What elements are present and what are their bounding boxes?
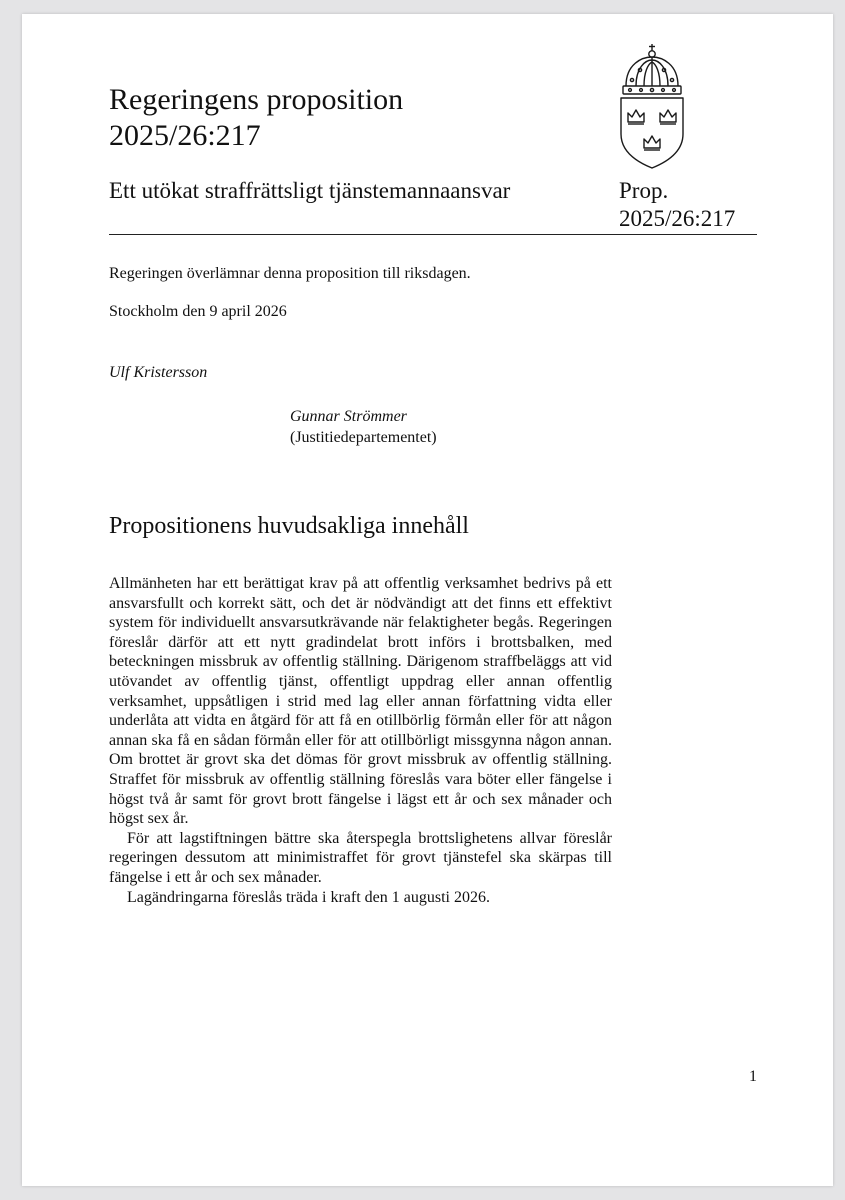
summary-paragraph-1: Allmänheten har ett berättigat krav på att offentlig verksamhet bedrivs på ett ansvarsfullt och korrekt sätt, och det är nödvändigt att det finns ett effektivt system för individuellt ansvarsutkrävande när felaktigheter begås. Regeringen föreslår därför att ett nytt gradindelat brott införs i brottsbalken, med beteckningen missbruk av offentlig ställning. Därigenom straffbeläggs att vid utövandet av offentlig tjänst, offentligt uppdrag eller annan offentlig verksamhet, uppsåtligen i strid med lag eller annan författning vidta eller underlåta att vidta en åtgärd för att få en otillbörlig förmån eller för att någon annan ska få en sådan förmån eller för att otillbörligt missgynna någon annan. Om brottet är grovt ska det dömas för grovt missbruk av offentlig ställning. Straffet för missbruk av offentlig ställning föreslås vara böter eller fängelse i högst två år samt för grovt brott fängelse i lägst ett år och sex månader och högst sex år. xyxy=(109,575,612,828)
place-date: Stockholm den 9 april 2026 xyxy=(109,303,287,320)
signatory-prime-minister: Ulf Kristersson xyxy=(109,364,208,381)
summary-paragraph-2: För att lagstiftningen bättre ska återspegla brottslighetens allvar föreslår regeringen dessutom att minimistraffet för grovt tjänstefel ska skärpas till fängelse i ett år och sex månader. xyxy=(109,829,612,886)
section-heading: Propositionens huvudsakliga innehåll xyxy=(109,513,469,539)
summary-text xyxy=(109,574,612,907)
header-divider xyxy=(109,234,757,235)
department: (Justitiedepartementet) xyxy=(290,429,437,446)
document-page xyxy=(22,14,833,1186)
document-subtitle: Ett utökat straffrättsligt tjänstemannaansvar xyxy=(109,178,511,203)
summary-paragraph-3: Lagändringarna föreslås träda i kraft den 1 augusti 2026. xyxy=(127,888,490,906)
page-number: 1 xyxy=(749,1068,757,1085)
prop-label: Prop. xyxy=(619,178,669,203)
prop-number: 2025/26:217 xyxy=(619,206,736,231)
intro-text: Regeringen överlämnar denna proposition till riksdagen. xyxy=(109,265,471,282)
title-line-1: Regeringens proposition xyxy=(109,83,404,116)
coat-of-arms-icon xyxy=(612,42,692,170)
title-line-2: 2025/26:217 xyxy=(109,119,261,152)
document-title xyxy=(109,82,403,154)
proposition-reference xyxy=(619,177,735,233)
signatory-minister: Gunnar Strömmer xyxy=(290,408,407,425)
